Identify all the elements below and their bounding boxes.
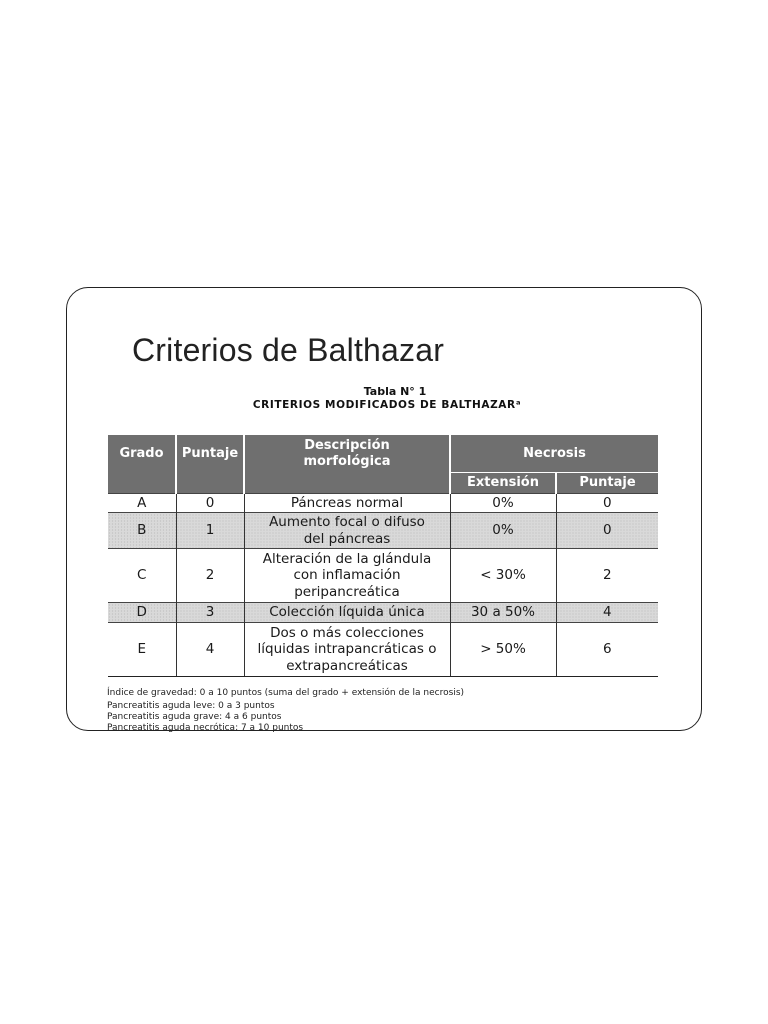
cell-grado: D: [108, 603, 176, 623]
table-notes: [107, 688, 464, 734]
table-row: [108, 494, 658, 513]
cell-grado: E: [108, 623, 176, 677]
cell-descripcion: [244, 603, 450, 623]
cell-puntaje-necrosis: 2: [556, 549, 658, 603]
cell-puntaje: 3: [176, 603, 244, 623]
note-indice: Índice de gravedad: 0 a 10 puntos (suma del grado + extensión de la necrosis): [107, 688, 465, 698]
header-grado: Grado: [108, 435, 176, 494]
header-descripcion-line2: morfológica: [303, 454, 391, 469]
header-puntaje-necrosis: Puntaje: [556, 473, 658, 494]
cell-grado: C: [108, 549, 176, 603]
desc-line: líquidas intrapancráticas o: [257, 641, 437, 658]
cell-descripcion: [244, 549, 450, 603]
desc-line: Alteración de la glándula: [262, 550, 432, 567]
header-extension: Extensión: [450, 473, 556, 494]
note-leve: Pancreatitis aguda leve: 0 a 3 puntos: [107, 701, 275, 711]
desc-line: peripancreática: [294, 583, 400, 600]
cell-extension: 0%: [450, 513, 556, 549]
table-row: [108, 603, 658, 623]
desc-line: Colección líquida única: [269, 604, 425, 621]
cell-puntaje: 4: [176, 623, 244, 677]
cell-puntaje-necrosis: 0: [556, 513, 658, 549]
cell-puntaje-necrosis: 6: [556, 623, 658, 677]
cell-descripcion: [244, 494, 450, 513]
cell-puntaje: 1: [176, 513, 244, 549]
desc-line: del páncreas: [303, 530, 391, 547]
cell-puntaje-necrosis: 0: [556, 494, 658, 513]
note-grave: Pancreatitis aguda grave: 4 a 6 puntos: [107, 712, 282, 722]
slide-title: Criterios de Balthazar: [132, 332, 445, 368]
table-row: [108, 623, 658, 677]
header-necrosis: Necrosis: [450, 435, 658, 473]
cell-extension: 30 a 50%: [450, 603, 556, 623]
table-caption-title: CRITERIOS MODIFICADOS DE BALTHAZARᵃ: [252, 399, 522, 411]
cell-puntaje-necrosis: 4: [556, 603, 658, 623]
balthazar-table: [108, 435, 658, 677]
cell-descripcion: [244, 623, 450, 677]
desc-line: Páncreas normal: [290, 494, 404, 511]
desc-line: Dos o más colecciones: [270, 624, 424, 641]
cell-extension: < 30%: [450, 549, 556, 603]
cell-puntaje: 0: [176, 494, 244, 513]
desc-line: Aumento focal o difuso: [269, 514, 425, 530]
note-necrotica: Pancreatitis aguda necrótica: 7 a 10 puntos: [107, 723, 304, 733]
desc-line: extrapancreáticas: [286, 657, 408, 674]
table-row: [108, 549, 658, 603]
desc-line: con inflamación: [293, 567, 401, 584]
header-puntaje: Puntaje: [176, 435, 244, 494]
cell-grado: B: [108, 513, 176, 549]
table-caption-number: Tabla N° 1: [363, 385, 427, 398]
cell-extension: > 50%: [450, 623, 556, 677]
cell-grado: A: [108, 494, 176, 513]
cell-extension: 0%: [450, 494, 556, 513]
table-row: [108, 513, 658, 549]
cell-descripcion: [244, 513, 450, 549]
header-descripcion: [244, 435, 450, 494]
cell-puntaje: 2: [176, 549, 244, 603]
header-descripcion-line1: Descripción: [304, 438, 390, 453]
